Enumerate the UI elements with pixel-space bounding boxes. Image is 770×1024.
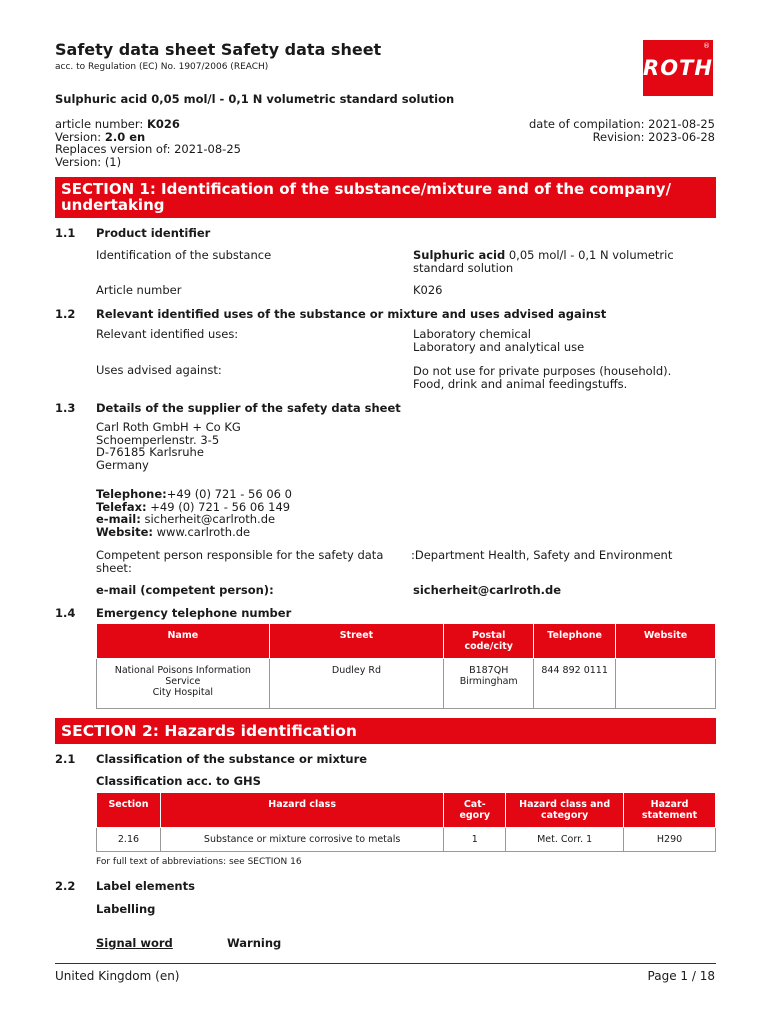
- table-cell: [616, 659, 716, 709]
- col-header: Name: [97, 624, 270, 659]
- table-header-row: [97, 793, 716, 828]
- col-header: Website: [616, 624, 716, 659]
- col-header: Section: [97, 793, 161, 828]
- ident-value-bold: Sulphuric acid: [413, 248, 506, 262]
- company-street: Schoemperlenstr. 3-5: [96, 432, 220, 447]
- competent-email-label: e-mail (competent person):: [96, 583, 274, 597]
- subsection-title: Product identifier: [96, 226, 211, 240]
- col-header: Cat- egory: [444, 793, 506, 828]
- subsection-title: Relevant identified uses of the substance or mixture and uses advised against: [96, 307, 607, 321]
- table-cell: Met. Corr. 1: [506, 828, 624, 852]
- col-header: Postal code/city: [444, 624, 534, 659]
- col-header: Telephone: [534, 624, 616, 659]
- footer-page-number: Page 1 / 18: [647, 969, 715, 983]
- company-city: D-76185 Karlsruhe: [96, 445, 204, 459]
- telephone-label: Telephone:: [96, 487, 167, 501]
- roth-logo: [643, 40, 713, 96]
- subsection-title: Emergency telephone number: [96, 606, 292, 620]
- company-name: Carl Roth GmbH + Co KG: [96, 420, 241, 434]
- footer-language: United Kingdom (en): [55, 969, 180, 983]
- ghs-table: [96, 792, 716, 852]
- subsection-number: 2.1: [55, 752, 76, 766]
- version-label: Version:: [55, 129, 105, 144]
- subsection-number: 1.4: [55, 606, 76, 620]
- compilation-date: date of compilation: 2021-08-25: [528, 117, 715, 131]
- email-value[interactable]: sicherheit@carlroth.de: [140, 512, 276, 526]
- against-value: [413, 365, 671, 390]
- competent-person-label: Competent person responsible for the safety data sheet:: [96, 548, 384, 575]
- table-cell: 2.16: [97, 828, 161, 852]
- website-label: Website:: [96, 524, 153, 539]
- table-cell: Dudley Rd: [269, 659, 444, 709]
- table-cell: Substance or mixture corrosive to metals: [160, 828, 443, 852]
- article-number-label: Article number: [96, 283, 182, 297]
- table-cell: B187QH Birmingham: [444, 659, 534, 709]
- signal-word-label: Signal word: [96, 936, 173, 950]
- subsection-title: Details of the supplier of the safety data sheet: [96, 401, 401, 415]
- logo-text: ROTH: [643, 56, 713, 80]
- subsection-number: 1.1: [55, 226, 76, 240]
- subsection-number: 1.2: [55, 307, 76, 321]
- competent-email-value[interactable]: sicherheit@carlroth.de: [413, 583, 562, 597]
- section-2-heading: SECTION 2: Hazards identification: [55, 718, 716, 744]
- section-1-heading: SECTION 1: Identification of the substance/mixture and of the company/ undertaking: [55, 177, 716, 218]
- against-value-1: Do not use for private purposes (household).: [413, 364, 672, 378]
- version-value: 2.0 en: [104, 129, 146, 144]
- document-title: Safety data sheet Safety data sheet: [55, 40, 382, 59]
- website-value[interactable]: www.carlroth.de: [153, 524, 251, 539]
- email-label: e-mail:: [96, 512, 141, 526]
- uses-value-2: Laboratory and analytical use: [413, 339, 585, 354]
- table-cell: H290: [624, 828, 716, 852]
- replaces-version: Replaces version of: 2021-08-25: [55, 142, 241, 156]
- table-header-row: [97, 624, 716, 659]
- supplier-address: [96, 421, 241, 471]
- telefax-label: Telefax:: [96, 499, 147, 514]
- regulation-subtitle: acc. to Regulation (EC) No. 1907/2006 (REACH): [55, 62, 269, 72]
- product-name: Sulphuric acid 0,05 mol/l - 0,1 N volumetric standard solution: [55, 92, 455, 106]
- article-label: article number:: [55, 117, 147, 131]
- revision-date: Revision: 2023-06-28: [592, 129, 715, 144]
- uses-value-1: Laboratory chemical: [413, 327, 531, 341]
- table-cell: 844 892 0111: [534, 659, 616, 709]
- competent-person-value: :Department Health, Safety and Environment: [411, 548, 673, 562]
- company-country: Germany: [96, 457, 149, 472]
- uses-value: [413, 328, 584, 353]
- footer-divider: [55, 963, 716, 964]
- ghs-title: Classification acc. to GHS: [96, 774, 261, 788]
- col-header: Hazard class and category: [506, 793, 624, 828]
- meta-right: [529, 118, 715, 143]
- article-value: K026: [146, 117, 180, 131]
- meta-left: [55, 118, 241, 168]
- article-number-value: K026: [413, 283, 443, 297]
- subsection-title: Label elements: [96, 879, 195, 893]
- subsection-number: 1.3: [55, 401, 76, 415]
- against-label: Uses advised against:: [96, 363, 222, 377]
- ident-value-rest: 0,05 mol/l - 0,1 N volumetric standard solution: [413, 248, 674, 275]
- col-header: Street: [269, 624, 444, 659]
- table-cell: National Poisons Information Service City Hospital: [97, 659, 270, 709]
- telefax-value: +49 (0) 721 - 56 06 149: [146, 499, 291, 514]
- ident-label: Identification of the substance: [96, 248, 272, 262]
- col-header: Hazard class: [160, 793, 443, 828]
- registered-mark: ®: [703, 42, 710, 50]
- subsection-title: Classification of the substance or mixture: [96, 752, 368, 766]
- abbreviations-footnote: For full text of abbreviations: see SECTION 16: [96, 857, 302, 867]
- table-row: [97, 828, 716, 852]
- signal-word-value: Warning: [227, 936, 282, 950]
- table-cell: 1: [444, 828, 506, 852]
- subsection-number: 2.2: [55, 879, 76, 893]
- emergency-table: [96, 623, 716, 709]
- previous-version: Version: (1): [55, 154, 122, 169]
- against-value-2: Food, drink and animal feedingstuffs.: [413, 376, 628, 391]
- col-header: Hazard statement: [624, 793, 716, 828]
- ident-value: [413, 249, 703, 274]
- table-row: [97, 659, 716, 709]
- telephone-value: +49 (0) 721 - 56 06 0: [166, 487, 292, 501]
- uses-label: Relevant identified uses:: [96, 327, 239, 341]
- labelling-title: Labelling: [96, 902, 156, 916]
- supplier-contacts: [96, 488, 292, 538]
